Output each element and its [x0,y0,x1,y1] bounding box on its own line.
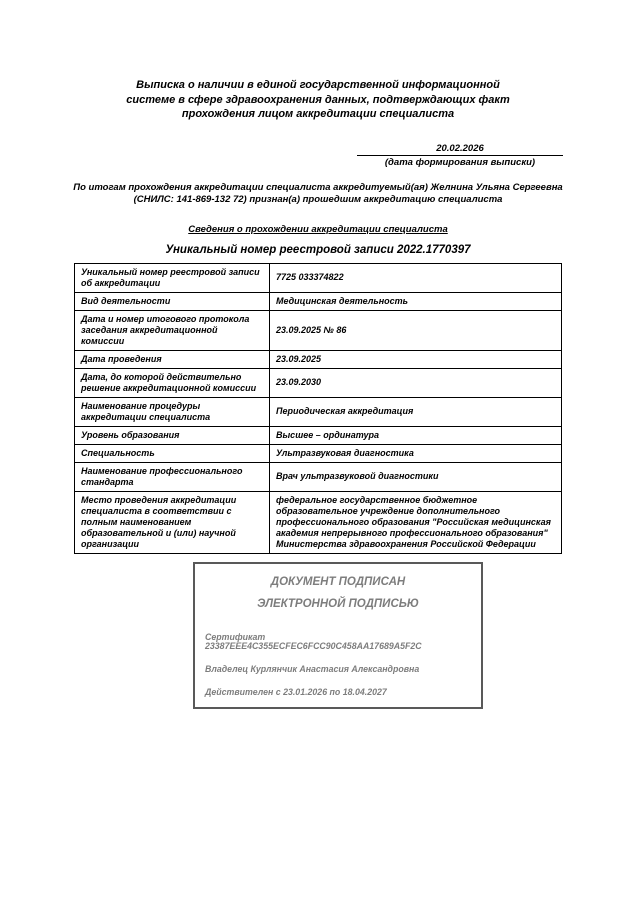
table-row [75,368,561,397]
table-row-value: Периодическая аккредитация [276,406,414,416]
table-row-value: Ультразвуковая диагностика [276,447,414,458]
table-row-value: 7725 033374822 [276,272,344,282]
table-row-value: 23.09.2030 [276,377,322,387]
document-title [0,0,636,122]
document-title-line: Выписка о наличии в единой государственной информационной [136,79,500,91]
table-row-label: Специальность [75,445,270,462]
table-row-label: Дата и номер итогового протокола заседания аккредитационной комиссии [75,311,270,350]
table-row [75,426,561,444]
signature-stamp [193,562,483,709]
table-row [75,444,561,462]
signature-validity: Действителен с 23.01.2026 по 18.04.2027 [205,686,387,697]
table-row [75,462,561,491]
extract-date-caption: (дата формирования выписки) [384,156,536,168]
table-row-value: Высшее – ординатура [276,429,379,440]
table-row-label: Наименование профессионального стандарта [75,463,270,491]
table-row [75,310,561,350]
table-row [75,350,561,368]
table-row [75,264,561,292]
table-row [75,292,561,310]
table-row-value: Медицинская деятельность [276,295,408,306]
registry-number-heading: Уникальный номер реестровой записи 2022.1770397 [165,243,471,256]
table-row [75,397,561,426]
document-title-line: системе в сфере здравоохранения данных, подтверждающих факт [126,93,510,106]
table-row-value: Врач ультразвуковой диагностики [276,471,439,481]
table-row-value: 23.09.2025 № 86 [276,324,347,335]
extract-date-block [357,143,563,168]
signature-stamp-title-line: ЭЛЕКТРОННОЙ ПОДПИСЬЮ [257,597,419,610]
table-row-value: федеральное государственное бюджетное образовательное учреждение дополнительного профессионального образования "Российская медицинская академия непрерывного профессионального образования" Министерства здравоохранения Российской Федерации [276,494,551,549]
table-row-label: Наименование процедуры аккредитации специалиста [75,398,270,426]
signature-certificate: Сертификат 23387EEE4C355ECFEC6FCC90C458AA17689A5F2C [205,631,422,651]
signature-stamp-title-line: ДОКУМЕНТ ПОДПИСАН [270,575,406,588]
section-heading: Сведения о прохождении аккредитации специалиста [188,223,448,235]
table-row-label: Уникальный номер реестровой записи об аккредитации [75,264,270,292]
document-title-line: прохождения лицом аккредитации специалиста [181,108,455,120]
table-row-label: Дата проведения [75,351,270,368]
signature-owner: Владелец Курлянчик Анастасия Александровна [205,663,420,674]
intro-paragraph: По итогам прохождения аккредитации специалиста аккредитуемый(ая) Желнина Ульяна Сергеевна (СНИЛС: 141-869-132 72) признан(а) прошедшим аккредитацию специалиста [73,181,563,205]
table-row-label: Место проведения аккредитации специалиста в соответствии с полным наименованием образовательной и (или) научной организации [75,492,270,553]
table-row-label: Уровень образования [75,427,270,444]
table-row [75,491,561,553]
table-row-label: Дата, до которой действительно решение аккредитационной комиссии [75,369,270,397]
table-row-label: Вид деятельности [75,293,270,310]
extract-date: 20.02.2026 [357,143,563,156]
table-row-value: 23.09.2025 [276,353,322,364]
accreditation-table [74,263,562,554]
